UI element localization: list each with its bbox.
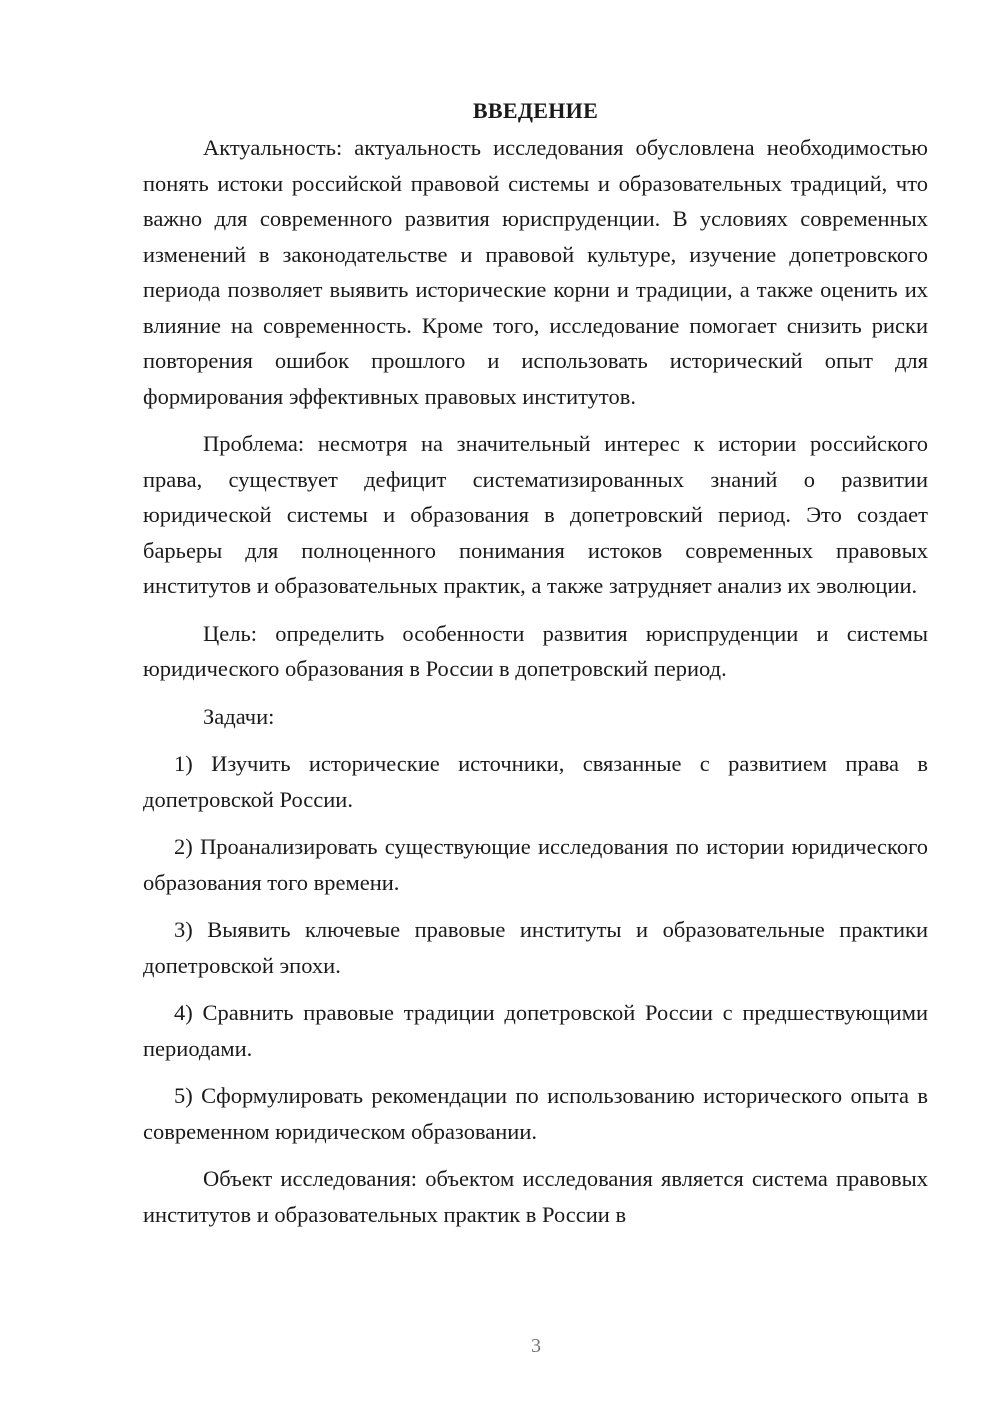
- task-item-2: 2) Проанализировать существующие исследования по истории юридического образования того времени.: [143, 834, 928, 895]
- relevance-paragraph: Актуальность: актуальность исследования обусловлена необходимостью понять истоки российской правовой системы и образовательных традиций, что важно для современного развития юриспруденции. В условиях современных изменений в законодательстве и правовой культуре, изучение допетровского периода позволяет выявить исторические корни и традиции, а также оценить их влияние на современность. Кроме того, исследование помогает снизить риски повторения ошибок прошлого и использовать исторический опыт для формирования эффективных правовых институтов.: [143, 135, 928, 409]
- task-item-4: 4) Сравнить правовые традиции допетровской России с предшествующими периодами.: [143, 1000, 928, 1061]
- page-body: [143, 96, 928, 1232]
- tasks-label: Задачи:: [203, 703, 275, 729]
- object-paragraph: Объект исследования: объектом исследования является система правовых институтов и образовательных практик в России в: [143, 1166, 928, 1227]
- task-item-1: 1) Изучить исторические источники, связанные с развитием права в допетровской России.: [143, 751, 928, 812]
- section-heading: ВВЕДЕНИЕ: [472, 98, 599, 123]
- task-item-3: 3) Выявить ключевые правовые институты и образовательные практики допетровской эпохи.: [143, 917, 928, 978]
- goal-paragraph: Цель: определить особенности развития юриспруденции и системы юридического образования в России в допетровский период.: [143, 620, 928, 681]
- task-item-5: 5) Сформулировать рекомендации по использованию исторического опыта в современном юридическом образовании.: [143, 1083, 928, 1144]
- problem-paragraph: Проблема: несмотря на значительный интерес к истории российского права, существует дефицит систематизированных знаний о развитии юридической системы и образования в допетровский период. Это создает барьеры для полноценного понимания истоков современных правовых институтов и образовательных практик, а также затрудняет анализ их эволюции.: [143, 431, 928, 598]
- page-number: 3: [531, 1335, 541, 1357]
